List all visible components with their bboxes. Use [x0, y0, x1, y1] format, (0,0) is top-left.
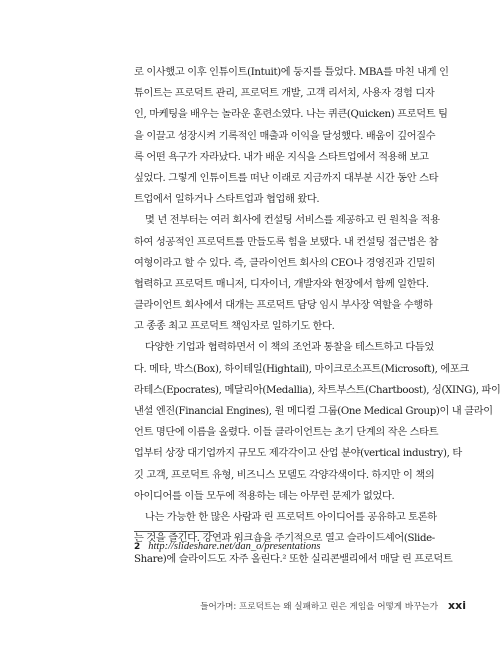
text-line: 몇 년 전부터는 여러 회사에 컨설팅 서비스를 제공하고 린 원칙을 적용	[145, 215, 440, 227]
text-line: Share)에 슬라이드도 자주 올린다.² 또한 실리콘밸리에서 매달 린 프로덕트	[134, 554, 453, 566]
text-line: 하여 성공적인 프로덕트를 만들도록 힘을 보탰다. 내 컨설팅 접근법은 참	[134, 236, 439, 248]
text-line: 로 이사했고 이후 인튜이트(Intuit)에 둥지를 틀었다. MBA를 마친 내게 인	[134, 67, 449, 78]
text-line: 여형이라고 할 수 있다. 즉, 클라이언트 회사의 CEO나 경영진과 긴밀히	[134, 257, 436, 269]
footnote-link[interactable]: http://slideshare.net/dan_o/presentations	[148, 541, 321, 552]
text-line: 록 어떤 욕구가 자라났다. 내가 배운 지식을 스타트업에서 적용해 보고	[134, 151, 429, 163]
page-number: xxi	[448, 599, 466, 612]
text-line: 협력하고 프로덕트 매니저, 디자이너, 개발자와 현장에서 함께 일한다.	[134, 278, 429, 290]
paragraph-4	[134, 507, 466, 571]
body-text	[134, 62, 500, 571]
text-line: 다. 메타, 박스(Box), 하이테일(Hightail), 마이크로소프트(Microsoft), 에포크	[134, 363, 469, 375]
text-line: 고 종종 최고 프로덕트 책임자로 일하기도 한다.	[134, 321, 335, 333]
text-line: 인, 마케팅을 배우는 놀라운 훈련소였다. 나는 퀴큰(Quicken) 프로덕트 팀	[134, 109, 448, 121]
text-line: 나는 가능한 한 많은 사람과 린 프로덕트 아이디어를 공유하고 토론하	[145, 511, 437, 523]
text-line: 언트 명단에 이름을 올렸다. 이들 클라이언트는 초기 단계의 작은 스타트	[134, 427, 439, 439]
footnote-number: 2	[134, 542, 141, 552]
text-line: 는 것을 즐긴다. 강연과 워크숍을 주기적으로 열고 슬라이드셰어(Slide-	[134, 533, 435, 545]
text-line: 트업에서 일하거나 스타트업과 협업해 왔다.	[134, 194, 320, 206]
text-line: 낸셜 엔진(Financial Engines), 원 메디컬 그룹(One Medical Group)이 내 클라이	[134, 406, 493, 417]
footnote-divider	[134, 531, 214, 532]
text-line: 을 이끌고 성장시켜 기록적인 매출과 이익을 달성했다. 배움이 깊어질수	[134, 130, 436, 142]
paragraph-3	[134, 337, 500, 507]
text-line: 싶었다. 그렇게 인튜이트를 떠난 이래로 지금까지 대부분 시간 동안 스타	[134, 172, 439, 184]
paragraph-2	[134, 210, 466, 337]
text-line: 업부터 상장 대기업까지 규모도 제각각이고 산업 분야(vertical industry), 타	[134, 448, 462, 460]
text-line: 튜이트는 프로덕트 관리, 프로덕트 개발, 고객 리서치, 사용자 경험 디자	[134, 88, 435, 100]
text-line: 클라이언트 회사에서 대개는 프로덕트 담당 임시 부사장 역할을 수행하	[134, 300, 433, 312]
paragraph-1	[134, 62, 466, 210]
running-footer	[134, 599, 466, 612]
running-title: 들어가며: 프로덕트는 왜 실패하고 린은 게임을 어떻게 바꾸는가	[200, 602, 439, 612]
text-line: 깃 고객, 프로덕트 유형, 비즈니스 모델도 각양각색이다. 하지만 이 책의	[134, 469, 435, 481]
text-line: 다양한 기업과 협력하면서 이 책의 조언과 통찰을 테스트하고 다듬었	[145, 342, 434, 354]
text-line: 아이디어를 이들 모두에 적용하는 데는 아무런 문제가 없었다.	[134, 490, 395, 502]
text-line: 라테스(Epocrates), 메달리아(Medallia), 차트부스트(Chartboost), 싱(XING), 파이	[134, 384, 500, 396]
footnote	[134, 540, 466, 554]
